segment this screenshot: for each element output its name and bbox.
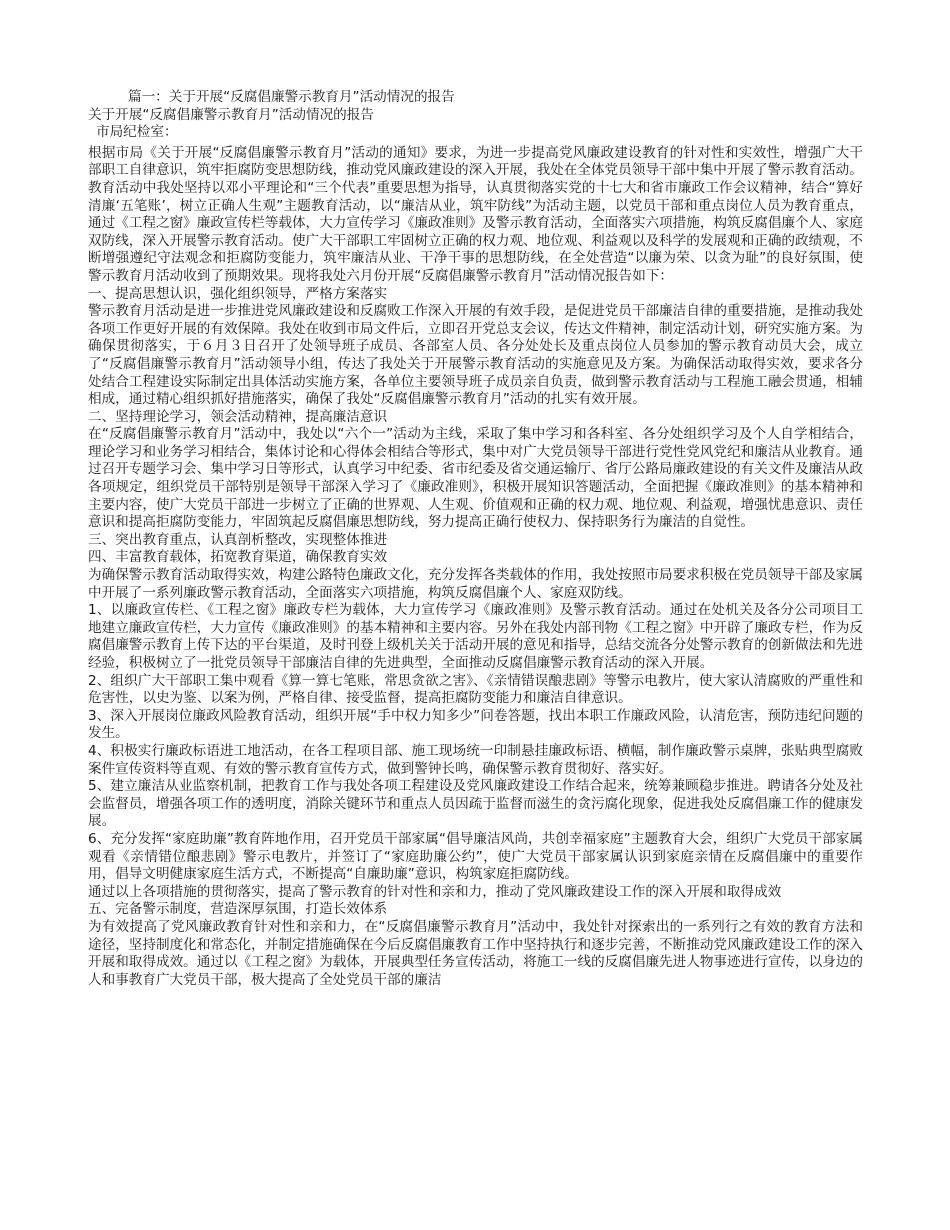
- paragraph-section-1: 警示教育月活动是进一步推进党风廉政建设和反腐败工作深入开展的有效手段，是促进党员干部廉洁自律的重要措施，是推动我处各项工作更好开展的有效保障。我处在收到市局文件后，立即召开党总支会议，传达文件精神，制定活动计划，研究实施方案。为确保贯彻落实，于６月３日召开了处领导班子成员、各部室人员、各分处处长及重点岗位人员参加的警示教育动员大会，成立了“反腐倡廉警示教育月”活动领导小组，传达了我处关于开展警示教育活动的实施意见及方案。为确保活动取得实效，要求各分处结合工程建设实际制定出具体活动实施方案，各单位主要领导班子成员亲自负责，做到警示教育活动与工程施工融会贯通，相辅相成，通过精心组织抓好措施落实，确保了我处“反腐倡廉警示教育月”活动的扎实有效开展。: [88, 303, 863, 408]
- paragraph-intro: 根据市局《关于开展“反腐倡廉警示教育月”活动的通知》要求，为进一步提高党风廉政建设教育的针对性和实效性，增强广大干部职工自律意识，筑牢拒腐防变思想防线，推动党风廉政建设的深入开展，我处在全体党员领导干部中集中开展了警示教育活动。: [88, 144, 863, 179]
- addressee: 市局纪检室：: [96, 124, 178, 141]
- section-heading-5: 五、完备警示制度，营造深厚氛围，打造长效体系: [88, 901, 388, 918]
- report-title: 关于开展“反腐倡廉警示教育月”活动情况的报告: [88, 106, 374, 123]
- list-item-6: 6、充分发挥“家庭助廉”教育阵地作用，召开党员干部家属“倡导廉洁风尚，共创幸福家庭”主题教育大会，组织广大党员干部家属观看《亲情错位酿悲剧》警示电教片，并签订了“家庭助廉公约”，使广大党员干部家属认识到家庭亲情在反腐倡廉中的重要作用，倡导文明健康家庭生活方式，不断提高“自廉助廉”意识，构筑家庭拒腐防线。: [88, 830, 863, 883]
- document-title: 篇一：关于开展“反腐倡廉警示教育月”活动情况的报告: [128, 89, 455, 105]
- section-heading-4: 四、丰富教育载体，拓宽教育渠道，确保教育实效: [88, 549, 388, 566]
- list-item-4: 4、积极实行廉政标语进工地活动，在各工程项目部、施工现场统一印制悬挂廉政标语、横幅，制作廉政警示桌牌，张贴典型腐败案件宣传资料等直观、有效的警示教育宣传方式，做到警钟长鸣，确保警示教育贯彻好、落实好。: [88, 742, 863, 777]
- paragraph-section-5: 为有效提高了党风廉政教育针对性和亲和力，在“反腐倡廉警示教育月”活动中，我处针对探索出的一系列行之有效的教育方法和途径，坚持制度化和常态化，并制定措施确保在今后反腐倡廉教育工作中坚持执行和逐步完善，不断推动党风廉政建设工作的深入开展和取得成效。通过以《工程之窗》为载体，开展典型任务宣传活动，将施工一线的反腐倡廉先进人物事迹进行宣传，以身边的人和事教育广大党员干部，极大提高了全处党员干部的廉洁: [88, 918, 863, 988]
- paragraph-section-2: 在“反腐倡廉警示教育月”活动中，我处以“六个一”活动为主线，采取了集中学习和各科室、各分处组织学习及个人自学相结合，理论学习和业务学习相结合，集体讨论和心得体会相结合等形式，集中对广大党员领导干部进行党性党风党纪和廉洁从业教育。通过召开专题学习会、集中学习日等形式，认真学习中纪委、省市纪委及省交通运输厅、省厅公路局廉政建设的有关文件及廉洁从政各项规定，组织党员干部特别是领导干部深入学习了《廉政准则》，积极开展知识答题活动，全面把握《廉政准则》的基本精神和主要内容，使广大党员干部进一步树立了正确的世界观、人生观、价值观和正确的权力观、地位观、利益观，增强忧患意识、责任意识和提高拒腐防变能力，牢固筑起反腐倡廉思想防线，努力提高正确行使权力、保持职务行为廉洁的自觉性。: [88, 426, 863, 531]
- paragraph-summary: 通过以上各项措施的贯彻落实，提高了警示教育的针对性和亲和力，推动了党风廉政建设工作的深入开展和取得成效: [88, 883, 782, 900]
- section-heading-2: 二、坚持理论学习，领会活动精神，提高廉洁意识: [88, 408, 388, 425]
- list-item-2: 2、组织广大干部职工集中观看《算一算七笔账，常思贪欲之害》、《亲情错误酿悲剧》等警示电教片，使大家认清腐败的严重性和危害性，以史为鉴、以案为例，严格自律、接受监督，提高拒腐防变能力和廉洁自律意识。: [88, 672, 863, 707]
- paragraph-overview: 教育活动中我处坚持以邓小平理论和“三个代表”重要思想为指导，认真贯彻落实党的十七大和省市廉政工作会议精神，结合“算好清廉‘五笔账’，树立正确人生观”主题教育活动，以“廉洁从业，筑牢防线”为活动主题，以党员干部和重点岗位人员为教育重点，通过《工程之窗》廉政宣传栏等载体，大力宣传学习《廉政准则》及警示教育活动，全面落实六项措施，构筑反腐倡廉个人、家庭双防线，深入开展警示教育活动。使广大干部职工牢固树立正确的权力观、地位观、利益观以及科学的发展观和正确的政绩观，不断增强遵纪守法观念和拒腐防变能力，筑牢廉洁从业、干净干事的思想防线，在全处营造“以廉为荣、以贪为耻”的良好氛围，使警示教育月活动收到了预期效果。现将我处六月份开展“反腐倡廉警示教育月”活动情况报告如下：: [88, 179, 863, 284]
- section-heading-3: 三、突出教育重点，认真剖析整改，实现整体推进: [88, 531, 388, 548]
- list-item-5: 5、建立廉洁从业监察机制，把教育工作与我处各项工程建设及党风廉政建设工作结合起来，统筹兼顾稳步推进。聘请各分处及社会监督员，增强各项工作的透明度，消除关键环节和重点人员因疏于监督而滋生的贪污腐化现象，促进我处反腐倡廉工作的健康发展。: [88, 778, 863, 830]
- section-heading-1: 一、提高思想认识，强化组织领导，严格方案落实: [88, 285, 388, 302]
- list-item-3: 3、深入开展岗位廉政风险教育活动，组织开展“手中权力知多少”问卷答题，找出本职工作廉政风险，认清危害，预防违纪问题的发生。: [88, 707, 863, 742]
- paragraph-section-4: 为确保警示教育活动取得实效，构建公路特色廉政文化，充分发挥各类载体的作用，我处按照市局要求积极在党员领导干部及家属中开展了一系列廉政警示教育活动，全面落实六项措施，构筑反腐倡廉个人、家庭双防线。: [88, 567, 863, 601]
- document-body: [88, 89, 863, 989]
- list-item-1: 1、以廉政宣传栏、《工程之窗》廉政专栏为载体，大力宣传学习《廉政准则》及警示教育活动。通过在处机关及各分公司项目工地建立廉政宣传栏，大力宣传《廉政准则》的基本精神和主要内容。另外在我处内部刊物《工程之窗》中开辟了廉政专栏，作为反腐倡廉警示教育上传下达的平台渠道，及时刊登上级机关关于活动开展的意见和指导，总结交流各分处警示教育的创新做法和先进经验，积极树立了一批党员领导干部廉洁自律的先进典型，全面推动反腐倡廉警示教育活动的深入开展。: [88, 602, 863, 671]
